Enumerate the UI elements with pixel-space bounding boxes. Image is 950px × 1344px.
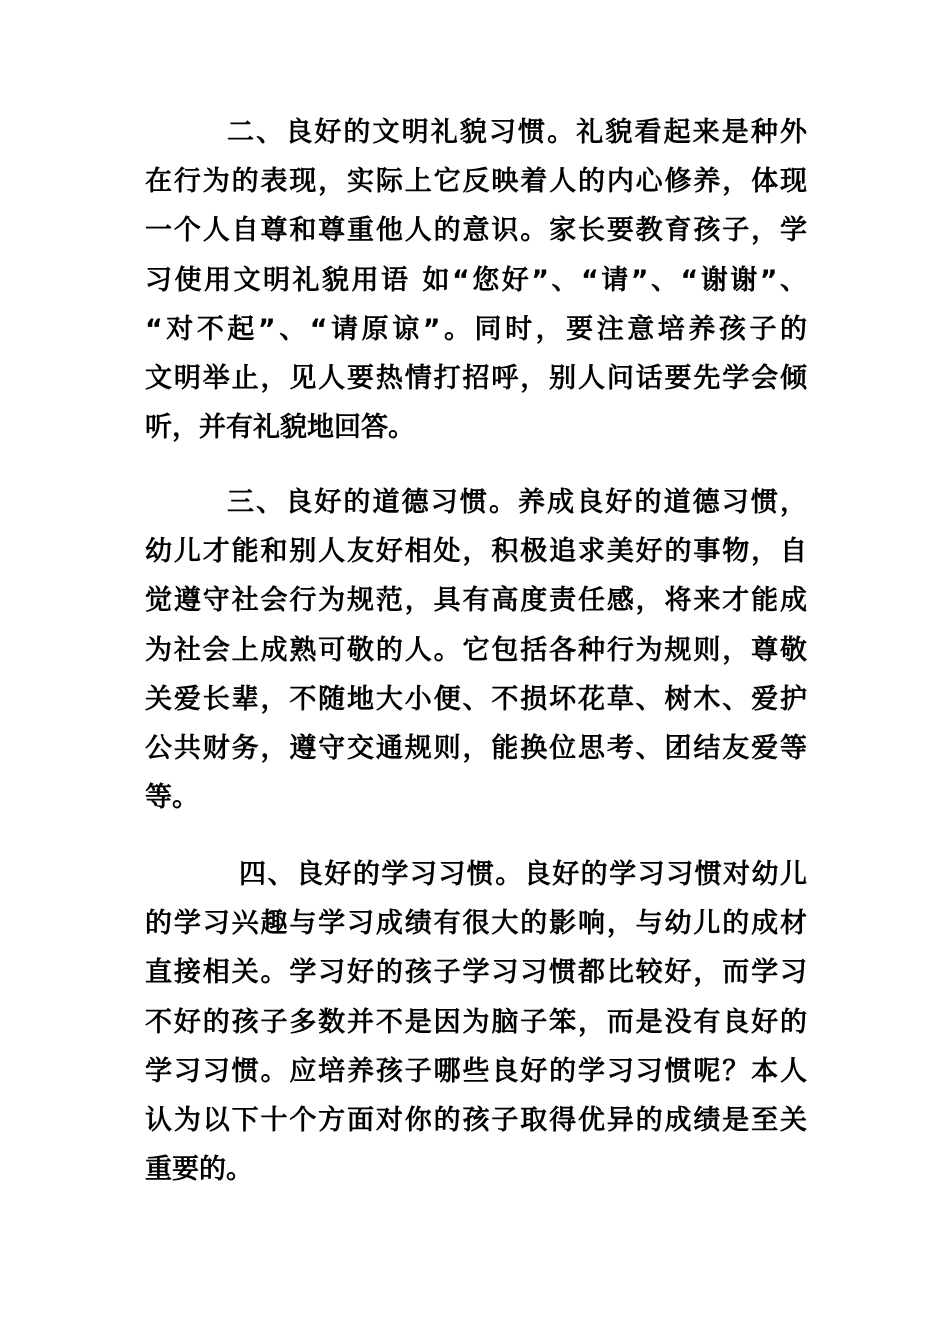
paragraph-study-habits bbox=[145, 850, 807, 1194]
text-line: “对不起”、“请原谅”。同时，要注意培养孩子的 bbox=[145, 313, 807, 345]
text-line: 不好的孩子多数并不是因为脑子笨，而是没有良好的 bbox=[145, 1006, 807, 1038]
text-line: 二、良好的文明礼貌习惯。礼貌看起来是种外 bbox=[227, 117, 807, 148]
text-line: 文明举止，见人要热情打招呼，别人问话要先学会倾 bbox=[145, 362, 807, 394]
text-line: 公共财务，遵守交通规则，能换位思考、团结友爱等 bbox=[145, 732, 807, 764]
text-line: 为社会上成熟可敬的人。它包括各种行为规则，尊敬 bbox=[145, 634, 807, 666]
text-line: 一个人自尊和尊重他人的意识。家长要教育孩子，学 bbox=[145, 215, 807, 247]
text-line: 听，并有礼貌地回答。 bbox=[145, 412, 415, 444]
text-line: 习使用文明礼貌用语 如“您好”、“请”、“谢谢”、 bbox=[145, 264, 807, 296]
paragraph-courtesy-habits bbox=[145, 108, 807, 452]
text-line: 幼儿才能和别人友好相处，积极追求美好的事物，自 bbox=[145, 536, 807, 568]
text-line: 三、良好的道德习惯。养成良好的道德习惯， bbox=[227, 487, 807, 518]
text-line: 认为以下十个方面对你的孩子取得优异的成绩是至关 bbox=[145, 1104, 807, 1136]
text-line: 觉遵守社会行为规范，具有高度责任感，将来才能成 bbox=[145, 585, 807, 617]
text-line: 等。 bbox=[145, 782, 199, 814]
text-line: 直接相关。学习好的孩子学习习惯都比较好，而学习 bbox=[145, 957, 807, 989]
text-line: 关爱长辈，不随地大小便、不损坏花草、树木、爱护 bbox=[145, 683, 807, 715]
paragraph-moral-habits bbox=[145, 478, 807, 822]
text-line: 重要的。 bbox=[145, 1154, 253, 1186]
text-line: 学习习惯。应培养孩子哪些良好的学习习惯呢？本人 bbox=[145, 1055, 807, 1087]
text-line: 在行为的表现，实际上它反映着人的内心修养，体现 bbox=[145, 166, 807, 198]
text-line: 四、良好的学习习惯。良好的学习习惯对幼儿 bbox=[239, 859, 807, 890]
text-line: 的学习兴趣与学习成绩有很大的影响，与幼儿的成材 bbox=[145, 908, 807, 940]
